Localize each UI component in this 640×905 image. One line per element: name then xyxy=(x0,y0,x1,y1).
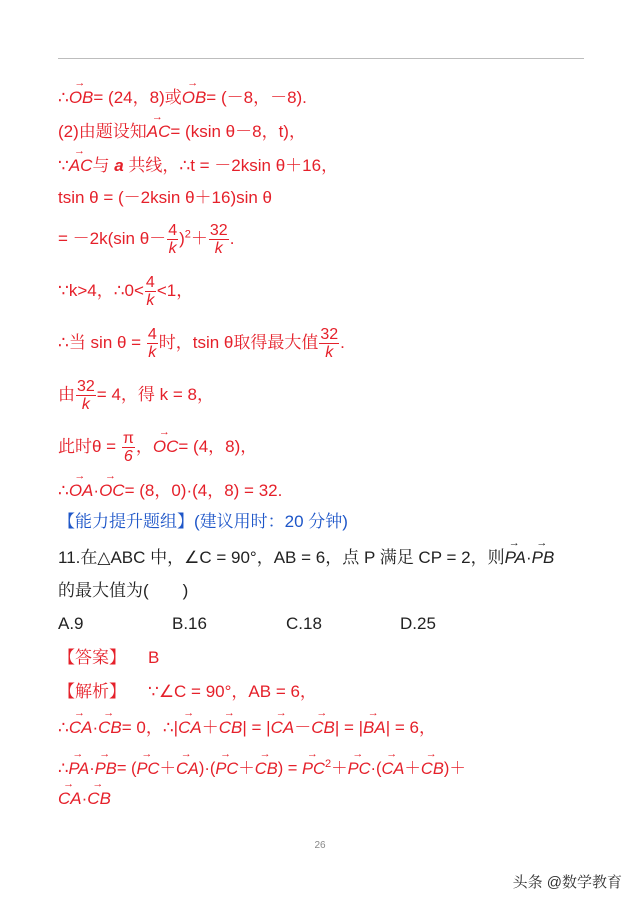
therefore-symbol: ∴ xyxy=(58,88,69,107)
expr: = (ksin θ－8，t)， xyxy=(170,122,306,141)
section-title: 【能力提升题组】(建议用时：20 分钟) xyxy=(58,512,348,531)
vector-ob: OB → xyxy=(69,88,94,108)
fraction xyxy=(76,378,96,413)
vector-ba: BA → xyxy=(363,718,386,738)
expr: ＋ xyxy=(404,759,421,778)
problem-line-2: 的最大值为( ) xyxy=(58,581,189,600)
vector-cb: CB → xyxy=(219,718,243,738)
expr: <1， xyxy=(156,280,194,300)
solution-line-5 xyxy=(58,222,234,257)
expr: = 4，得 k = 8， xyxy=(96,384,214,404)
numerator: 4 xyxy=(147,326,157,343)
vector-ca: CA → xyxy=(176,759,199,779)
solution-line-6 xyxy=(58,274,193,309)
expr: ∴ xyxy=(58,481,69,500)
solution-line-9 xyxy=(58,430,257,465)
vector-cb: CB → xyxy=(421,759,444,779)
expr: | = | xyxy=(242,718,271,737)
expr: ＋ xyxy=(238,759,255,778)
expr: = 0，∴| xyxy=(121,718,179,737)
denominator: 6 xyxy=(123,448,133,465)
top-rule xyxy=(58,58,584,59)
analysis-label: 【解析】 xyxy=(58,682,126,701)
solution-line-3 xyxy=(58,156,338,176)
expr: · xyxy=(93,481,100,500)
expr: ∵k>4，∴0< xyxy=(58,280,144,300)
numerator: 4 xyxy=(145,274,155,291)
vector-cb: CB → xyxy=(87,789,111,809)
fraction xyxy=(145,274,156,309)
expr: ＋ xyxy=(331,759,348,778)
fraction xyxy=(147,326,158,361)
expr: · xyxy=(81,789,88,808)
expr: ， xyxy=(135,436,153,456)
because-symbol: ∵ xyxy=(58,156,69,175)
vector-pa: PA → xyxy=(69,759,90,779)
denominator: k xyxy=(168,240,177,257)
problem-line-1 xyxy=(58,548,554,568)
expr: 由 xyxy=(58,384,75,404)
numerator: 32 xyxy=(320,326,339,343)
expr: = (24，8)或 xyxy=(93,88,182,107)
vector-oc: OC → xyxy=(153,437,179,457)
option-a: A.9 xyxy=(58,614,84,633)
expr: | = 6， xyxy=(385,718,436,737)
denominator: k xyxy=(214,240,223,257)
expr: · xyxy=(89,759,95,778)
answer-value: B xyxy=(148,648,160,667)
problem-text: 11.在△ABC 中，∠C = 90°，AB = 6，点 P 满足 CP = 2，则 xyxy=(58,548,505,567)
expr: )·( xyxy=(198,759,216,778)
expr: ＋ xyxy=(159,759,176,778)
expr: 此时θ = xyxy=(58,436,121,456)
vector-ca: CA → xyxy=(178,718,202,738)
expr: (2)由题设知 xyxy=(58,122,147,141)
vector-pc: PC → xyxy=(348,759,371,779)
expr: － xyxy=(294,718,312,737)
expr: 时，tsin θ取得最大值 xyxy=(158,332,319,352)
exponent: 2 xyxy=(184,228,191,241)
expr: ＋ xyxy=(190,228,208,248)
expr: | = | xyxy=(334,718,364,737)
answer-options xyxy=(58,614,514,634)
vector-ca: CA → xyxy=(58,789,82,809)
expr: )＋ xyxy=(443,759,466,778)
expr: ∴当 sin θ = xyxy=(58,332,146,352)
expr: · xyxy=(92,718,99,737)
vector-oa: OA → xyxy=(69,481,94,501)
vector-cb: CB → xyxy=(255,759,278,779)
expr: ·( xyxy=(370,759,382,778)
analysis-line xyxy=(58,682,317,702)
expr: = (－8，－8). xyxy=(206,88,307,107)
vector-ob: OB → xyxy=(182,88,207,108)
vector-cb: CB → xyxy=(311,718,335,738)
analysis-line-2 xyxy=(58,754,466,779)
vector-ca: CA → xyxy=(271,718,295,738)
expr: tsin θ = (－2ksin θ＋16)sin θ xyxy=(58,188,273,207)
fraction xyxy=(122,430,135,465)
expr: . xyxy=(229,228,235,248)
solution-line-8 xyxy=(58,378,214,413)
fraction xyxy=(167,222,178,257)
analysis-text: ∵∠C = 90°，AB = 6， xyxy=(148,682,317,701)
expr: = (8，0)·(4，8) = 32. xyxy=(124,481,283,500)
vector-oc: OC → xyxy=(99,481,125,501)
watermark: 头条 @数学教育 xyxy=(512,874,622,891)
expr: ∴ xyxy=(58,759,69,778)
option-d: D.25 xyxy=(400,614,436,633)
expr: ) xyxy=(179,228,185,248)
vector-a: a xyxy=(114,156,124,175)
expr: 共线，∴t = －2ksin θ＋16， xyxy=(123,156,339,175)
fraction xyxy=(319,326,339,361)
option-c: C.18 xyxy=(286,614,322,633)
vector-pc: PC → xyxy=(302,759,325,779)
expr: . xyxy=(340,332,345,352)
vector-ac: AC → xyxy=(147,122,171,142)
denominator: k xyxy=(325,344,334,361)
vector-pa: PA → xyxy=(505,548,526,568)
solution-line-10 xyxy=(58,481,282,501)
vector-ca: CA → xyxy=(381,759,404,779)
expr: 与 xyxy=(92,156,115,175)
expr: = －2k(sin θ－ xyxy=(58,228,167,248)
answer-line xyxy=(58,648,159,668)
vector-ac: AC → xyxy=(69,156,93,176)
fraction xyxy=(209,222,229,257)
vector-pc: PC → xyxy=(215,759,238,779)
option-b: B.16 xyxy=(172,614,207,633)
expr: ) = xyxy=(277,759,303,778)
expr: ＋ xyxy=(201,718,219,737)
numerator: 4 xyxy=(168,222,178,239)
denominator: k xyxy=(148,344,157,361)
vector-pb: PB → xyxy=(532,548,555,568)
vector-pb: PB → xyxy=(95,759,117,779)
vector-ca: CA → xyxy=(69,718,93,738)
page-number: 26 xyxy=(314,840,326,851)
numerator: π xyxy=(122,430,134,447)
solution-line-1 xyxy=(58,88,307,108)
solution-line-7 xyxy=(58,326,345,361)
solution-line-2 xyxy=(58,122,306,142)
expr: ∴ xyxy=(58,718,69,737)
solution-line-4 xyxy=(58,188,272,208)
exponent: 2 xyxy=(324,758,332,770)
expr: = ( xyxy=(116,759,137,778)
vector-pc: PC → xyxy=(137,759,160,779)
vector-cb: CB → xyxy=(98,718,122,738)
expr: = (4，8)， xyxy=(178,436,258,456)
analysis-line-3 xyxy=(58,789,111,809)
numerator: 32 xyxy=(77,378,95,395)
denominator: k xyxy=(146,292,155,309)
analysis-line-1 xyxy=(58,718,436,738)
numerator: 32 xyxy=(209,222,228,239)
expr: · xyxy=(526,548,532,567)
denominator: k xyxy=(81,396,90,413)
answer-label: 【答案】 xyxy=(58,648,126,667)
